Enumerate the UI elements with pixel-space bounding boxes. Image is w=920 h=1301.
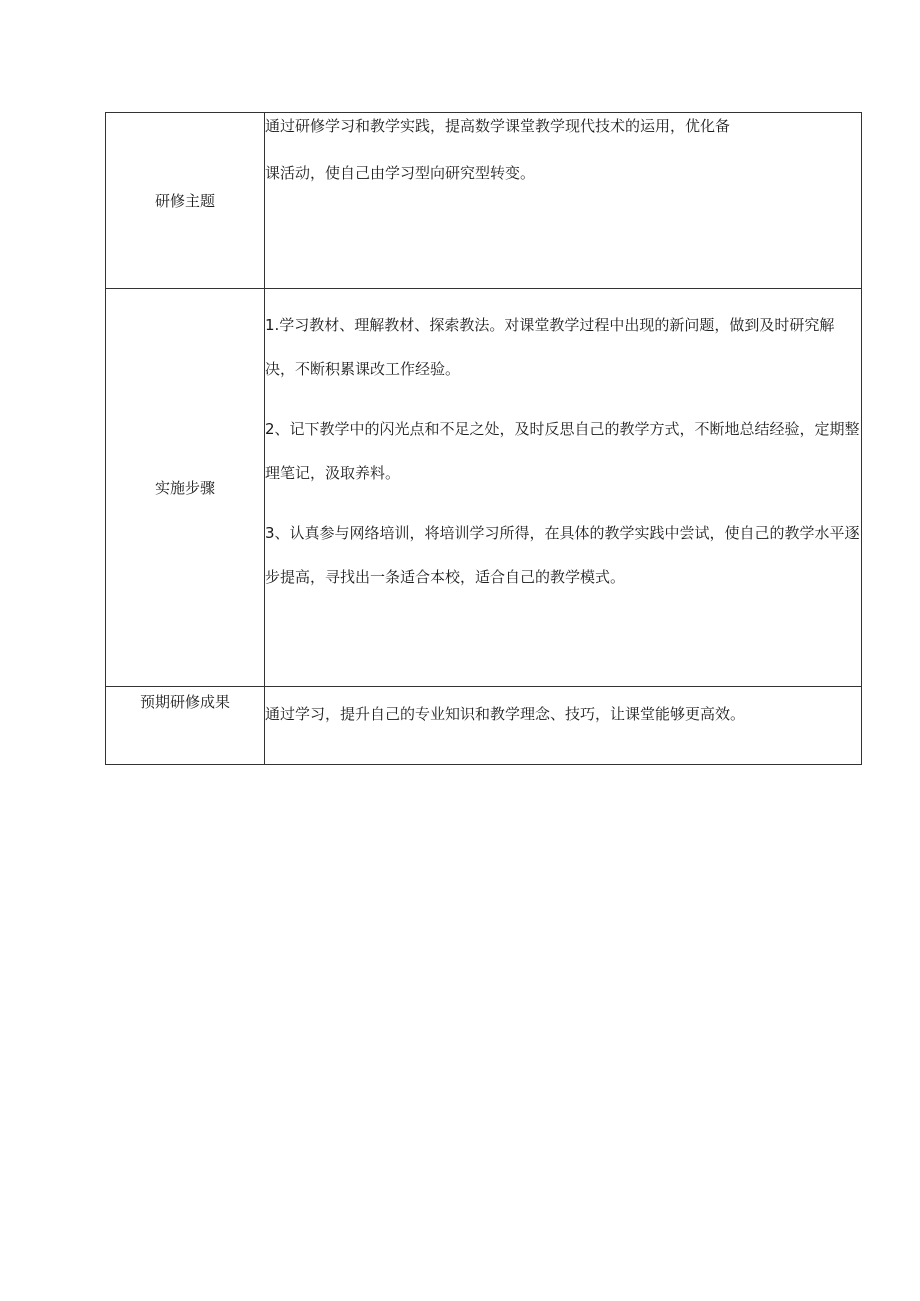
- table-row-expected-outcome: [106, 687, 862, 765]
- row-content: [265, 289, 862, 687]
- content-paragraph: 2、记下教学中的闪光点和不足之处，及时反思自己的教学方式，不断地总结经验，定期整理笔记，汲取养料。: [265, 420, 860, 482]
- row-content: [265, 687, 862, 765]
- table-row-research-topic: [106, 113, 862, 289]
- content-paragraph: 通过学习，提升自己的专业知识和教学理念、技巧，让课堂能够更高效。: [265, 705, 746, 723]
- row-content: [265, 113, 862, 289]
- table-row-implementation-steps: [106, 289, 862, 687]
- content-paragraph: 课活动，使自己由学习型向研究型转变。: [265, 164, 536, 182]
- row-label: 实施步骤: [106, 289, 265, 687]
- row-label: 预期研修成果: [106, 687, 265, 765]
- row-label: 研修主题: [106, 113, 265, 289]
- content-paragraph: 1.学习教材、理解教材、探索教法。对课堂教学过程中出现的新问题，做到及时研究解决，不断积累课改工作经验。: [265, 316, 835, 378]
- research-plan-table: [105, 112, 862, 765]
- content-paragraph: 通过研修学习和教学实践，提高数学课堂教学现代技术的运用，优化备: [265, 117, 731, 135]
- content-paragraph: 3、认真参与网络培训，将培训学习所得，在具体的教学实践中尝试，使自己的教学水平逐步提高，寻找出一条适合本校，适合自己的教学模式。: [265, 524, 860, 586]
